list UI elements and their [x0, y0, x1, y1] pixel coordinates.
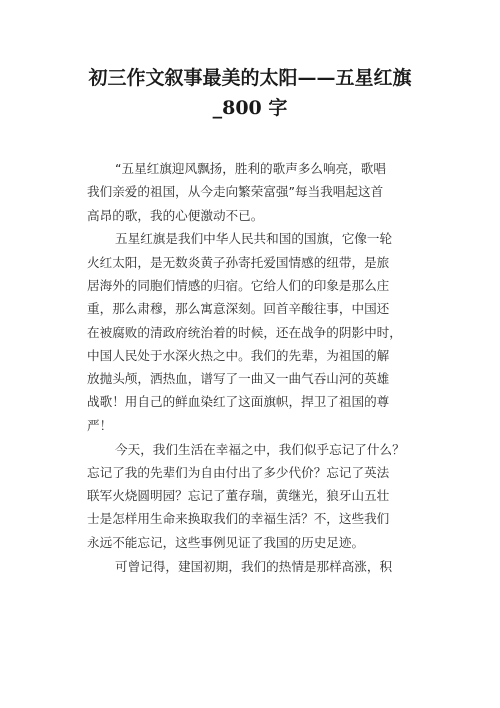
text-line: 火红太阳，是无数炎黄子孙寄托爱国情感的纽带，是旅	[87, 254, 390, 270]
document-title	[60, 63, 440, 123]
text-line: 联军火烧圆明园？忘记了董存瑞，黄继光，狼牙山五壮	[87, 488, 390, 504]
title-line-1: 初三作文叙事最美的太阳——五星红旗	[88, 67, 412, 89]
text-line: 重，那么肃穆，那么寓意深刻。回首辛酸往事，中国还	[87, 301, 390, 317]
text-line: 士是怎样用生命来换取我们的幸福生活？不，这些我们	[87, 511, 390, 527]
text-line: 今天，我们生活在幸福之中，我们似乎忘记了什么？	[115, 441, 405, 457]
paragraph-2	[87, 227, 420, 437]
text-line: “五星红旗迎风飘扬，胜利的歌声多么响亮，歌唱	[115, 161, 386, 176]
text-line: 居海外的同胞们情感的归宿。它给人们的印象是那么庄	[87, 277, 390, 293]
text-line: 五星红旗是我们中华人民共和国的国旗，它像一轮	[115, 231, 393, 247]
paragraph-3	[87, 438, 420, 554]
text-line: 永远不能忘记，这些事例见证了我国的历史足迹。	[87, 534, 365, 550]
text-line: 可曾记得，建国初期，我们的热情是那样高涨，积	[115, 558, 393, 574]
title-line-2: _800 字	[212, 97, 288, 119]
text-line: 高昂的歌，我的心便激动不已。	[87, 207, 264, 223]
text-line: 忘记了我的先辈们为自由付出了多少代价？忘记了英法	[87, 464, 390, 480]
text-line: 战歌！用自己的鲜血染红了这面旗帜，捍卫了祖国的尊	[87, 394, 390, 410]
text-line: 在被腐败的清政府统治着的时候，还在战争的阴影中时，	[87, 324, 402, 340]
paragraph-4	[87, 555, 420, 578]
text-line: 中国人民处于水深火热之中。我们的先辈，为祖国的解	[87, 347, 390, 363]
text-line: 放抛头颅，洒热血，谱写了一曲又一曲气吞山河的英雄	[87, 371, 390, 387]
text-line: 严！	[87, 417, 113, 433]
paragraph-1	[87, 157, 420, 227]
document-body	[87, 157, 420, 578]
text-line: 我们亲爱的祖国，从今走向繁荣富强”每当我唱起这首	[87, 184, 384, 200]
